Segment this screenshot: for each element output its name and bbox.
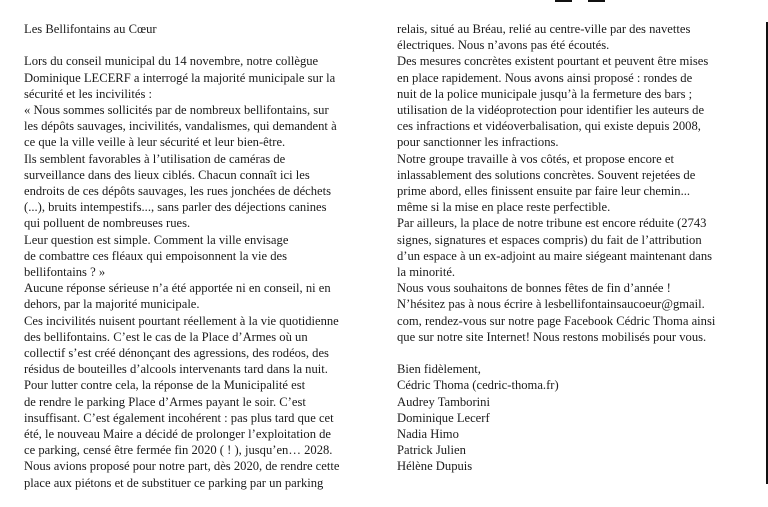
left-column-line: les dépôts sauvages, incivilités, vandalismes, qui demandent à (24, 119, 337, 134)
left-column-line: dehors, par la majorité municipale. (24, 297, 200, 312)
left-column-line: qui polluent de nombreuses rues. (24, 216, 191, 231)
right-column-line: Par ailleurs, la place de notre tribune est encore réduite (2743 (397, 216, 707, 231)
right-column-line: Bien fidèlement, (397, 362, 481, 377)
right-column-line: pour sanctionner les infractions. (397, 135, 559, 150)
left-column-line: surveillance dans des lieux ciblés. Chacun connaît ici les (24, 167, 310, 182)
right-column-line: com, rendez-vous sur notre page Facebook Cédric Thoma ainsi (397, 313, 716, 328)
right-column-line: Dominique Lecerf (397, 410, 490, 425)
left-column-line: endroits de ces dépôts sauvages, les rues jonchées de déchets (24, 184, 332, 198)
right-column-line: N’hésitez pas à nous écrire à lesbellifontainsaucoeur@gmail. (397, 297, 705, 312)
right-column-line: Patrick Julien (397, 443, 466, 458)
left-column-line: Aucune réponse sérieuse n’a été apportée ni en conseil, ni en (24, 281, 331, 296)
right-column-line: Audrey Tamborini (397, 394, 490, 409)
left-column-line: collectif s’est créé dénonçant des agressions, des rodéos, des (24, 346, 329, 360)
left-column-line: ce parking, censé être fermée fin 2020 ( ! ), jusqu’en… 2028. (24, 443, 333, 458)
left-column-line: de rendre le parking Place d’Armes payant le soir. C’est (24, 394, 306, 409)
right-column-line: Des mesures concrètes existent pourtant et peuvent être mises (397, 54, 709, 69)
left-column-line: bellifontains ? » (24, 265, 106, 279)
left-column-line: ce que la ville veille à leur sécurité et leur bien-être. (24, 135, 286, 150)
right-column-line: utilisation de la vidéoprotection pour identifier les auteurs de (397, 103, 705, 117)
right-column-line: relais, situé au Bréau, relié au centre-ville par des navettes (397, 22, 691, 36)
left-column-line: (...), bruits intempestifs..., sans parler des déjections canines (24, 200, 327, 215)
right-column-line: que sur notre site Internet! Nous restons mobilisés pour vous. (397, 329, 707, 344)
right-column-line: même si la mise en place reste perfectible. (397, 200, 611, 215)
left-column-line: des bellifontains. C’est le cas de la Place d’Armes où un (24, 329, 308, 344)
left-column-line: place aux piétons et de substituer ce parking par un parking (24, 475, 324, 490)
right-column-line: nuit de la police municipale jusqu’à la fermeture des bars ; (397, 86, 693, 101)
left-column-line: Ils semblent favorables à l’utilisation de caméras de (24, 151, 286, 166)
left-column-line: Ces incivilités nuisent pourtant réellement à la vie quotidienne (24, 313, 339, 328)
left-column-line: Leur question est simple. Comment la ville envisage (24, 232, 289, 247)
right-column-line: prime abord, elles finissent ensuite par faire leur chemin... (397, 184, 691, 198)
right-column-line: ces infractions et vidéoverbalisation, qui existe depuis 2008, (397, 119, 701, 134)
right-column-line: en place rapidement. Nous avons ainsi proposé : rondes de (397, 70, 693, 85)
left-column-line: été, le nouveau Maire a décidé de prolonger l’exploitation de (24, 427, 332, 441)
left-column-line: sécurité et les incivilités : (24, 86, 152, 101)
right-column-line: Hélène Dupuis (397, 459, 473, 474)
left-column-line: de combattre ces fléaux qui empoisonnent la vie des (24, 248, 287, 263)
top-border-mark (588, 0, 605, 2)
left-column-line: Lors du conseil municipal du 14 novembre, notre collègue (24, 54, 319, 69)
left-column-line: résidus de bouteilles d’alcools intervenants tard dans la nuit. (24, 362, 328, 377)
right-column-line: d’un espace à un ex-adjoint au maire siégeant maintenant dans (397, 248, 713, 263)
left-column-line: Dominique LECERF a interrogé la majorité municipale sur la (24, 70, 336, 85)
left-column-line: Nous avions proposé pour notre part, dès 2020, de rendre cette (24, 459, 340, 474)
right-column-line: Nous vous souhaitons de bonnes fêtes de fin d’année ! (397, 281, 671, 296)
right-column-line: signes, signatures et espaces compris) du fait de l’attribution (397, 232, 702, 247)
right-column-line: la minorité. (397, 265, 456, 279)
right-column-line: Nadia Himo (397, 427, 459, 441)
right-column-line: Notre groupe travaille à vos côtés, et propose encore et (397, 151, 674, 166)
article-title: Les Bellifontains au Cœur (24, 22, 157, 36)
top-border-mark (555, 0, 572, 2)
left-column-line: « Nous sommes sollicités par de nombreux bellifontains, sur (24, 103, 329, 117)
right-column-line: électriques. Nous n’avons pas été écoutés. (397, 38, 610, 53)
left-column-line: Pour lutter contre cela, la réponse de la Municipalité est (24, 378, 306, 393)
left-column-line: insuffisant. C’est également incohérent : pas plus tard que cet (24, 410, 334, 425)
right-column-line: inlassablement des solutions concrètes. Souvent rejetées de (397, 167, 696, 182)
right-column-line: Cédric Thoma (cedric-thoma.fr) (397, 378, 559, 393)
